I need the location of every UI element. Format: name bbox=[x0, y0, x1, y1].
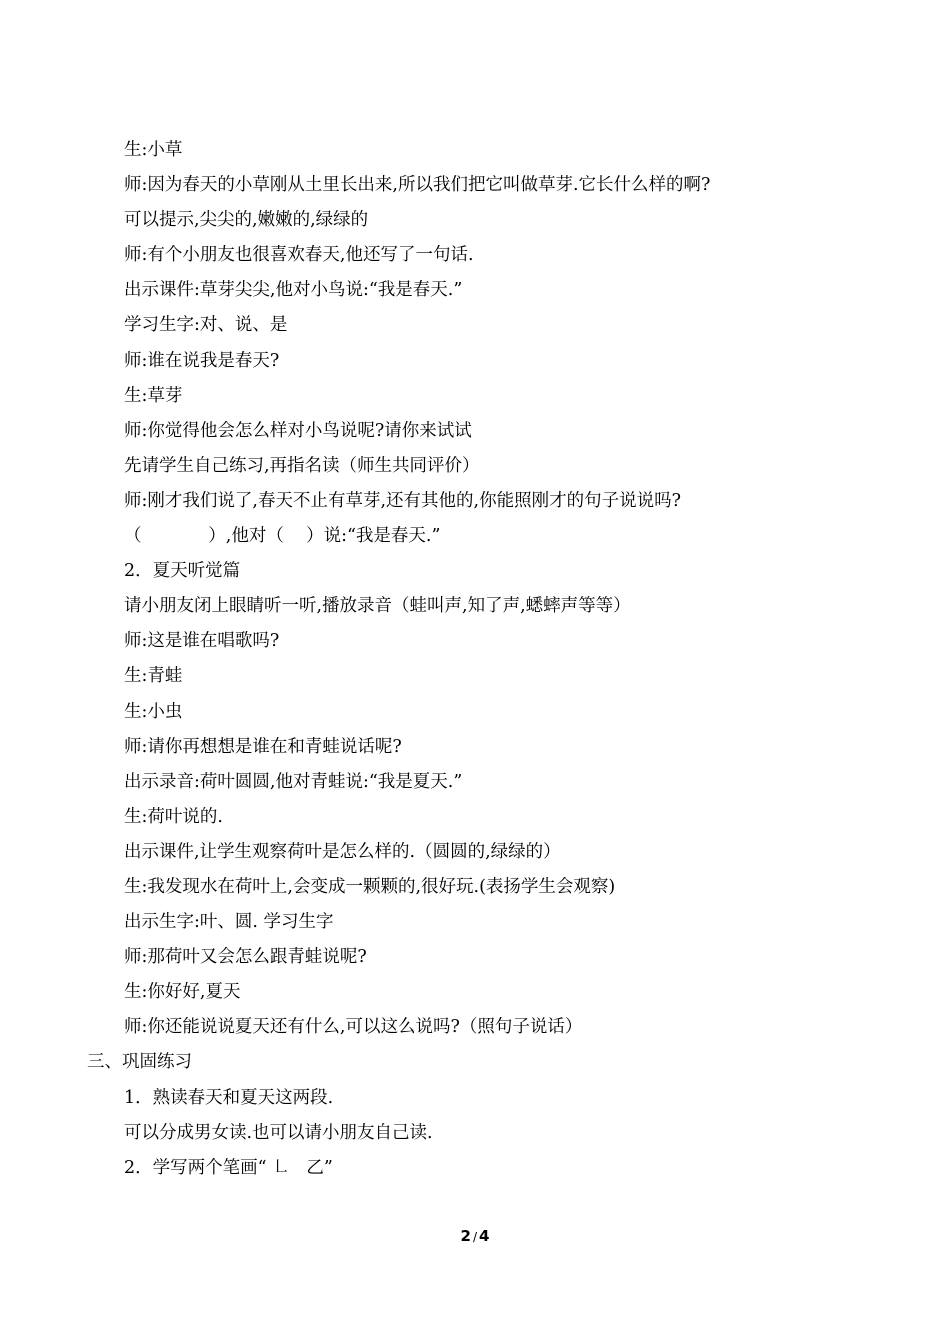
text-line: 师:请你再想想是谁在和青蛙说话呢? bbox=[124, 736, 402, 757]
page-current: 2 bbox=[460, 1227, 471, 1245]
text-line: 生:你好好,夏天 bbox=[124, 982, 241, 1003]
text-line: 请小朋友闭上眼睛听一听,播放录音（蛙叫声,知了声,蟋蟀声等等） bbox=[124, 596, 631, 617]
text-line: 出示课件:草芽尖尖,他对小鸟说:“我是春天.” bbox=[124, 280, 463, 301]
text-line: 师:你还能说说夏天还有什么,可以这么说吗?（照句子说话） bbox=[124, 1017, 583, 1038]
text-line: （ ）,他对（ ）说:“我是春天.” bbox=[124, 526, 441, 547]
section-heading: 三、巩固练习 bbox=[87, 1052, 192, 1073]
text-line: 出示课件,让学生观察荷叶是怎么样的.（圆圆的,绿绿的） bbox=[124, 841, 561, 862]
text-line: 生:荷叶说的. bbox=[124, 806, 223, 827]
text-line: 2．夏天听觉篇 bbox=[124, 561, 241, 582]
text-line: 生:草芽 bbox=[124, 385, 183, 406]
page-separator: / bbox=[472, 1230, 478, 1244]
page-total: 4 bbox=[479, 1227, 490, 1245]
text-line: 生:小虫 bbox=[124, 701, 183, 722]
text-line: 生:我发现水在荷叶上,会变成一颗颗的,很好玩.(表扬学生会观察) bbox=[124, 876, 616, 897]
text-line: 师:有个小朋友也很喜欢春天,他还写了一句话. bbox=[124, 245, 474, 266]
text-line: 师:因为春天的小草刚从土里长出来,所以我们把它叫做草芽.它长什么样的啊? bbox=[124, 175, 711, 196]
text-line: 师:谁在说我是春天? bbox=[124, 350, 280, 371]
text-line: 师:刚才我们说了,春天不止有草芽,还有其他的,你能照刚才的句子说说吗? bbox=[124, 490, 681, 511]
text-line: 出示录音:荷叶圆圆,他对青蛙说:“我是夏天.” bbox=[124, 771, 463, 792]
page-number bbox=[0, 1224, 950, 1249]
document-body bbox=[0, 133, 950, 1186]
text-line: 师:这是谁在唱歌吗? bbox=[124, 631, 280, 652]
text-line: 生:小草 bbox=[124, 140, 183, 160]
text-line: 先请学生自己练习,再指名读（师生共同评价） bbox=[124, 455, 480, 476]
text-line: 师:那荷叶又会怎么跟青蛙说呢? bbox=[124, 947, 367, 968]
text-line: 可以分成男女读.也可以请小朋友自己读. bbox=[124, 1122, 433, 1143]
text-line: 生:青蛙 bbox=[124, 666, 183, 687]
text-line: 可以提示,尖尖的,嫩嫩的,绿绿的 bbox=[124, 210, 369, 231]
text-line: 师:你觉得他会怎么样对小鸟说呢?请你来试试 bbox=[124, 420, 472, 441]
text-line: 1．熟读春天和夏天这两段. bbox=[124, 1087, 334, 1108]
text-line: 出示生字:叶、圆. 学习生字 bbox=[124, 912, 334, 933]
text-line: 2．学写两个笔画“ ㇗ 乙” bbox=[124, 1157, 333, 1178]
text-line: 学习生字:对、说、是 bbox=[124, 315, 288, 336]
